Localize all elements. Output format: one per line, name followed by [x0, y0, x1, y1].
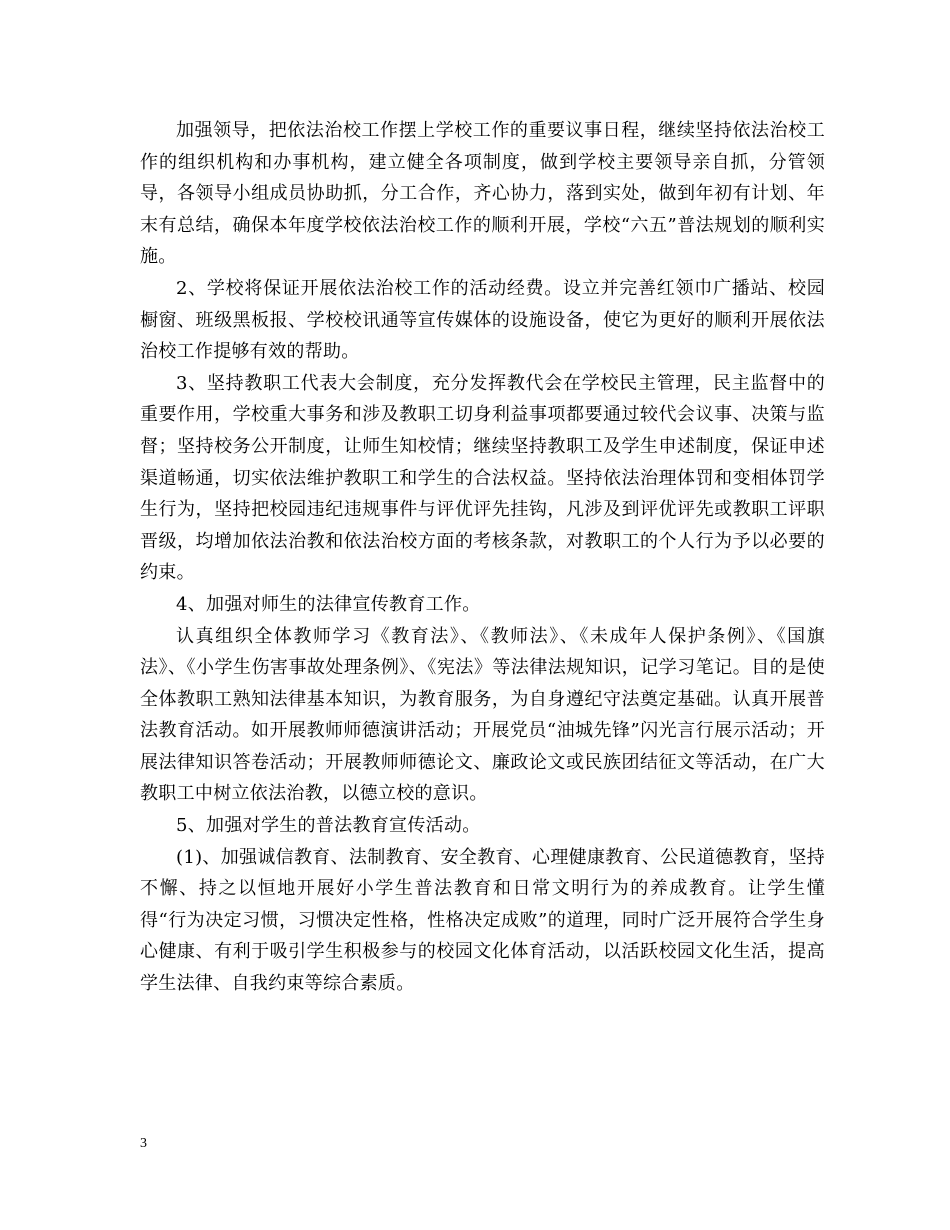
paragraph-student-education-heading: 5、加强对学生的普法教育宣传活动。 — [176, 815, 481, 837]
paragraph-funding: 2、学校将保证开展依法治校工作的活动经费。设立并完善红领巾广播站、校园橱窗、班级黑板报、学校校讯通等宣传媒体的设施设备，使它为更好的顺利开展依法治校工作提够有效的帮助。 — [140, 277, 825, 363]
paragraph-leadership: 加强领导，把依法治校工作摆上学校工作的重要议事日程，继续坚持依法治校工作的组织机构和办事机构，建立健全各项制度，做到学校主要领导亲自抓，分管领导，各领导小组成员协助抓，分工合作，齐心协力，落到实处，做到年初有计划、年末有总结，确保本年度学校依法治校工作的顺利开展，学校“六五”普法规划的顺利实施。 — [140, 120, 825, 268]
page-number: 3 — [140, 1136, 147, 1151]
paragraph-teacher-study: 认真组织全体教师学习《教育法》、《教师法》、《未成年人保护条例》、《国旗法》、《小学生伤害事故处理条例》、《宪法》等法律法规知识，记学习笔记。目的是使全体教职工熟知法律基本知识，为教育服务，为自身遵纪守法奠定基础。认真开展普法教育活动。如开展教师师德演讲活动；开展党员“油城先锋”闪光言行展示活动；开展法律知识答卷活动；开展教师师德论文、廉政论文或民族团结征文等活动，在广大教职工中树立依法治教，以德立校的意识。 — [140, 625, 825, 805]
paragraph-staff-congress: 3、坚持教职工代表大会制度，充分发挥教代会在学校民主管理，民主监督中的重要作用，学校重大事务和涉及教职工切身利益事项都要通过较代会议事、决策与监督；坚持校务公开制度，让师生知校情；继续坚持教职工及学生申述制度，保证申述渠道畅通，切实依法维护教职工和学生的合法权益。坚持依法治理体罚和变相体罚学生行为，坚持把校园违纪违规事件与评优评先挂钩，凡涉及到评优评先或教职工评职晋级，均增加依法治教和依法治校方面的考核条款，对教职工的个人行为予以必要的约束。 — [140, 372, 825, 584]
paragraph-student-education: (1)、加强诚信教育、法制教育、安全教育、心理健康教育、公民道德教育，坚持不懈、持之以恒地开展好小学生普法教育和日常文明行为的养成教育。让学生懂得“行为决定习惯，习惯决定性格，性格决定成败”的道理，同时广泛开展符合学生身心健康、有利于吸引学生积极参与的校园文化体育活动，以活跃校园文化生活，提高学生法律、自我约束等综合素质。 — [140, 846, 825, 995]
paragraph-legal-publicity-heading: 4、加强对师生的法律宣传教育工作。 — [176, 593, 481, 615]
document-body — [140, 115, 825, 1000]
